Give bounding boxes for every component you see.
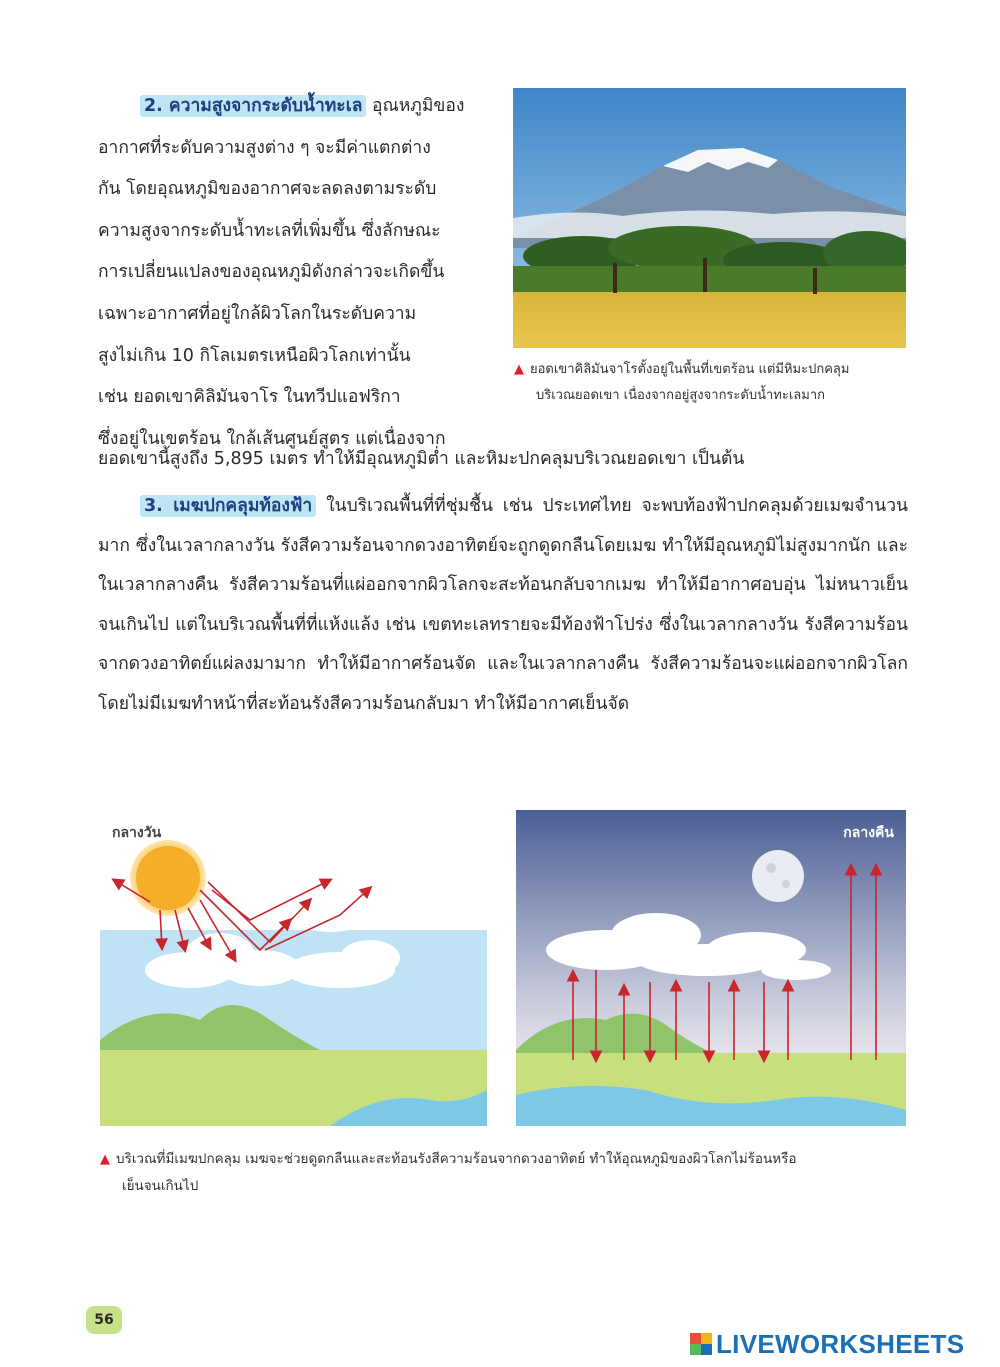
section-2-line: ซึ่งอยู่ในเขตร้อน ใกล้เส้นศูนย์สูตร แต่เนื่องจาก (98, 428, 446, 449)
daytime-label: กลางวัน (112, 825, 162, 841)
section-3-body: ในบริเวณพื้นที่ที่ชุ่มชื้น เช่น ประเทศไทย จะพบท้องฟ้าปกคลุมด้วยเมฆจำนวนมาก ซึ่งในเวลากลางวัน รังสีความร้อนจากดวงอาทิตย์จะถูกดูดกลืนโดยเมฆ ทำให้มีอุณหภูมิไม่สูงมากนัก และในเวลากลางคืน รังสีความร้อนที่แผ่ออกจากผิวโลกจะสะท้อนกลับจากเมฆ ทำให้มีอากาศอบอุ่น ไม่หนาวเย็นจนเกินไป แต่ในบริเวณพื้นที่ที่แห้งแล้ง เช่น เขตทะเลทรายจะมีท้องฟ้าโปร่ง ซึ่งในเวลากลางวัน รังสีความร้อนจากดวงอาทิตย์แผ่ลงมามาก ทำให้มีอากาศร้อนจัด และในเวลากลางคืน รังสีความร้อนจะแผ่ออกจากผิวโลกโดยไม่มีเมฆทำหน้าที่สะท้อนรังสีความร้อนกลับมา ทำให้มีอากาศเย็นจัด (98, 496, 908, 714)
section-2-line: ความสูงจากระดับน้ำทะเลที่เพิ่มขึ้น ซึ่งลักษณะ (98, 220, 441, 241)
nighttime-label: กลางคืน (843, 825, 894, 841)
section-2-line: เฉพาะอากาศที่อยู่ใกล้ผิวโลกในระดับความ (98, 303, 417, 324)
brand-grid-icon (690, 1333, 712, 1355)
section-2-line: อุณหภูมิของ (372, 96, 465, 116)
section-2-line: อากาศที่ระดับความสูงต่าง ๆ จะมีค่าแตกต่าง (98, 137, 431, 158)
section-3-heading: 3. เมฆปกคลุมท้องฟ้า (140, 495, 316, 517)
caption-triangle-icon: ▲ (514, 362, 524, 377)
section-2-line: การเปลี่ยนแปลงของอุณหภูมิดังกล่าวจะเกิดขึ้น (98, 262, 445, 283)
photo-caption (514, 357, 909, 409)
section-2-line: สูงไม่เกิน 10 กิโลเมตรเหนือผิวโลกเท่านั้น (98, 345, 411, 366)
nighttime-cloud-diagram (516, 810, 906, 1126)
section-2-tail: ยอดเขานี้สูงถึง 5,895 เมตร ทำให้มีอุณหภูมิต่ำ และหิมะปกคลุมบริเวณยอดเขา เป็นต้น (98, 449, 745, 469)
diagram-caption-line: บริเวณที่มีเมฆปกคลุม เมฆจะช่วยดูดกลืนและสะท้อนรังสีความร้อนจากดวงอาทิตย์ ทำให้อุณหภูมิของผิวโลกไม่ร้อนหรือ (116, 1151, 797, 1167)
photo-caption-line: บริเวณยอดเขา เนื่องจากอยู่สูงจากระดับน้ำทะเลมาก (536, 388, 825, 403)
section-3-text (98, 487, 908, 725)
section-2-line: เช่น ยอดเขาคิลิมันจาโร ในทวีปแอฟริกา (98, 387, 401, 408)
daytime-cloud-diagram (100, 810, 487, 1126)
photo-caption-line: ยอดเขาคิลิมันจาโรตั้งอยู่ในพื้นที่เขตร้อน แต่มีหิมะปกคลุม (530, 362, 850, 377)
caption-triangle-icon: ▲ (100, 1152, 110, 1167)
liveworksheets-logo[interactable] (690, 1326, 964, 1362)
page-number-badge: 56 (86, 1306, 122, 1334)
brand-text: LIVEWORKSHEETS (716, 1328, 965, 1359)
diagram-caption-line: เย็นจนเกินไป (122, 1178, 199, 1194)
section-2-heading: 2. ความสูงจากระดับน้ำทะเล (140, 95, 366, 117)
section-2-text (98, 86, 498, 460)
diagram-caption (100, 1146, 910, 1200)
kilimanjaro-photo (513, 88, 906, 348)
section-2-line: กัน โดยอุณหภูมิของอากาศจะลดลงตามระดับ (98, 179, 437, 200)
